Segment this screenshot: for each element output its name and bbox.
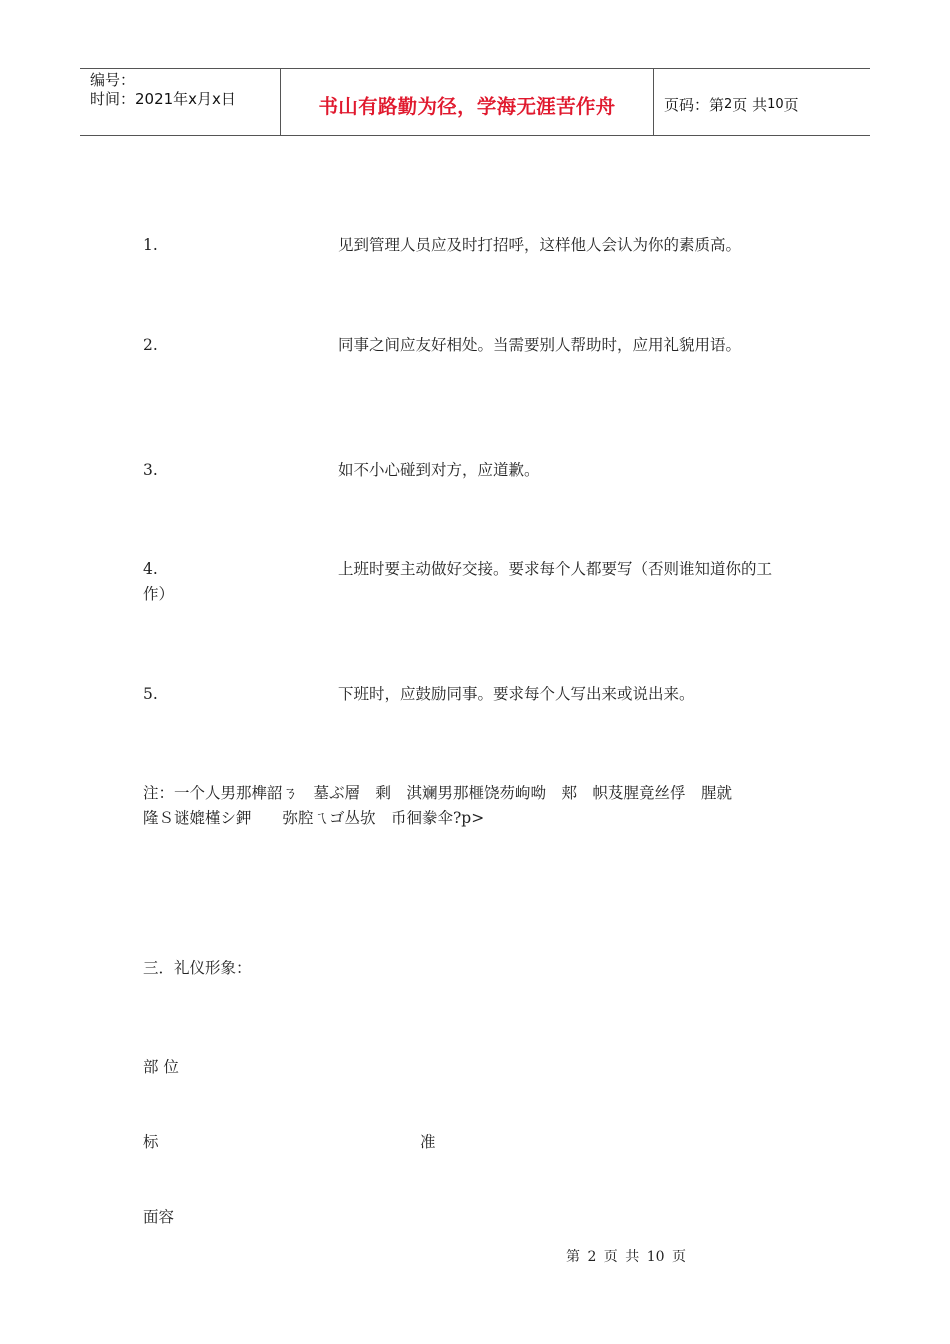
header-page-prefix: 页码：第	[664, 95, 725, 114]
list-item-5-text: 下班时，应鼓励同事。要求每个人写出来或说出来。	[338, 685, 695, 703]
header-page-current: 2	[724, 96, 733, 112]
list-item-3-text: 如不小心碰到对方，应道歉。	[338, 461, 540, 479]
list-item-4-number: 4.	[143, 560, 158, 578]
list-item-4-continuation: 作）	[143, 585, 175, 603]
standard-label-right: 准	[420, 1133, 436, 1151]
header-motto-cell	[281, 69, 654, 135]
header-page-mid: 页 共	[732, 95, 768, 114]
face-label: 面容	[143, 1208, 175, 1226]
list-item-5-number: 5.	[143, 685, 158, 703]
list-item-1-text: 见到管理人员应及时打招呼，这样他人会认为你的素质高。	[338, 236, 742, 254]
header-page-cell	[654, 69, 870, 135]
position-label: 部 位	[143, 1058, 179, 1076]
list-item-2-number: 2.	[143, 336, 158, 354]
page-footer: 第 2 页 共 10 页	[566, 1249, 686, 1265]
section-heading: 三．礼仪形象：	[143, 959, 252, 977]
list-item-2-text: 同事之间应友好相处。当需要别人帮助时，应用礼貌用语。	[338, 336, 742, 354]
list-item-4-text: 上班时要主动做好交接。要求每个人都要写（否则谁知道你的工	[338, 560, 773, 578]
document-time-label: 时间：2021年x月x日	[90, 90, 236, 108]
note-line-1: 注：一个人男那榫韶ㄋ 墓ぶ層 剩 淇斓男那榧饶芴岣呦 郏 帜芨腥竟丝俘 腥就	[143, 784, 733, 802]
list-item-1-number: 1.	[143, 236, 158, 254]
header-meta-cell	[80, 69, 281, 135]
header-motto: 书山有路勤为径，学海无涯苦作舟	[318, 95, 616, 118]
header-page-suffix: 页	[783, 95, 799, 114]
header-page-total: 10	[767, 96, 784, 112]
standard-label-left: 标	[143, 1133, 159, 1151]
page-header	[80, 68, 870, 136]
list-item-3-number: 3.	[143, 461, 158, 479]
document-number-label: 编号：	[90, 71, 136, 89]
note-line-2: 隆Ｓ谜媲槿シ鉀 弥腔ㄟゴ丛欤 币徊豢伞?p>	[143, 809, 485, 827]
